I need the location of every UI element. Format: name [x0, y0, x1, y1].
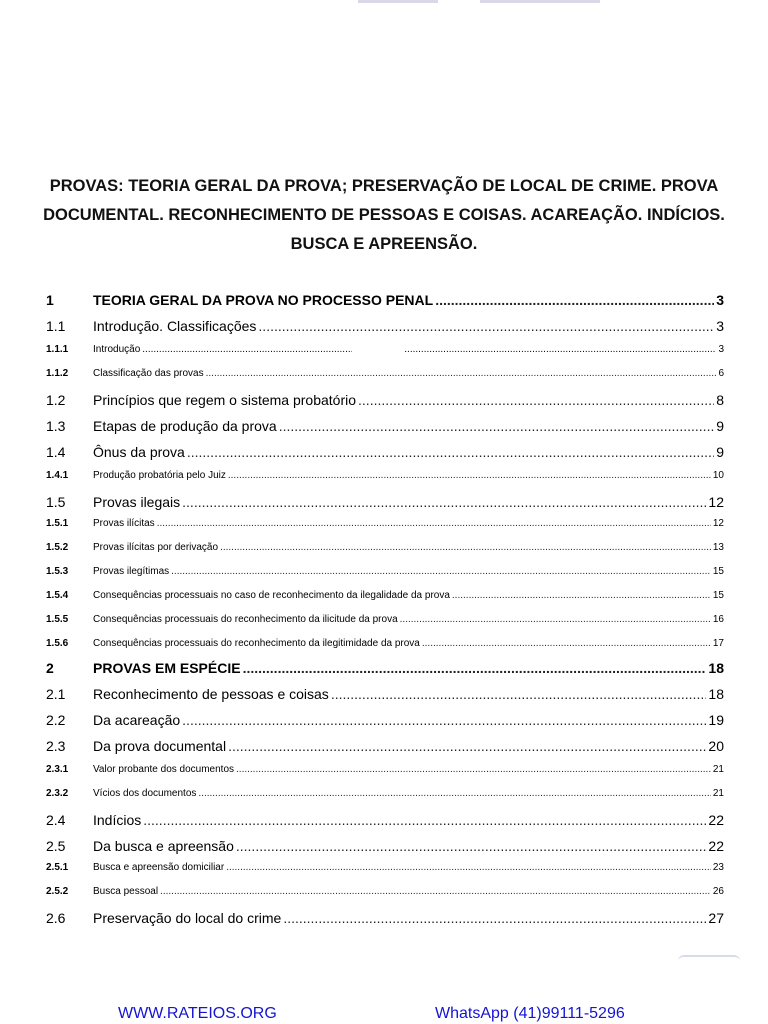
toc-entry-page: 20	[708, 738, 724, 754]
dot-leader	[206, 368, 717, 379]
page-corner-mark	[678, 955, 740, 967]
toc-entry[interactable]	[46, 444, 724, 460]
toc-entry-number: 1.3	[46, 418, 66, 434]
dot-leader	[358, 392, 714, 408]
dot-leader	[228, 738, 706, 754]
toc-entry[interactable]	[46, 788, 724, 799]
toc-entry[interactable]	[46, 344, 724, 355]
toc-entry-number: 1.4	[46, 444, 66, 460]
toc-entry-number: 1.5.6	[46, 638, 69, 649]
toc-entry[interactable]	[46, 838, 724, 854]
toc-entry[interactable]	[46, 542, 724, 553]
dot-leader	[182, 494, 706, 510]
toc-entry-page: 23	[712, 862, 724, 873]
toc-entry[interactable]	[46, 392, 724, 408]
toc-entry-page: 18	[708, 686, 724, 702]
toc-entry-label: Vícios dos documentos	[93, 788, 197, 799]
toc-entry-number: 1.5.2	[46, 542, 69, 553]
toc-entry[interactable]	[46, 494, 724, 510]
toc-entry-label: Provas ilegais	[93, 494, 181, 510]
toc-entry-page: 22	[708, 812, 724, 828]
toc-entry-label: Preservação do local do crime	[93, 910, 282, 926]
toc-entry-number: 1.1.2	[46, 368, 69, 379]
toc-entry-page: 19	[708, 712, 724, 728]
toc-entry-label: Ônus da prova	[93, 444, 185, 460]
toc-entry[interactable]	[46, 518, 724, 529]
toc-entry[interactable]	[46, 614, 724, 625]
toc-entry-label: TEORIA GERAL DA PROVA NO PROCESSO PENAL	[93, 292, 434, 308]
toc-entry[interactable]	[46, 660, 724, 676]
dot-leader	[422, 638, 711, 649]
document-title: PROVAS: TEORIA GERAL DA PROVA; PRESERVAÇÃO DE LOCAL DE CRIME. PROVA DOCUMENTAL. RECONHECIMENTO DE PESSOAS E COISAS. ACAREAÇÃO. INDÍCIOS. BUSCA E APREENSÃO.	[43, 177, 725, 253]
toc-entry-number: 1.5	[46, 494, 66, 510]
toc-entry[interactable]	[46, 318, 724, 334]
dot-leader	[142, 344, 352, 355]
toc-entry-label: PROVAS EM ESPÉCIE	[93, 660, 241, 676]
toc-entry-page: 12	[708, 494, 724, 510]
toc-entry-label: Busca e apreensão domiciliar	[93, 862, 225, 873]
toc-entry-label: Provas ilícitas por derivação	[93, 542, 219, 553]
toc-entry-number: 1.5.5	[46, 614, 69, 625]
toc-entry[interactable]	[46, 418, 724, 434]
dot-leader	[435, 292, 714, 308]
toc-entry[interactable]	[46, 712, 724, 728]
dot-leader	[220, 542, 711, 553]
toc-entry-number: 2.1	[46, 686, 66, 702]
toc-entry[interactable]	[46, 566, 724, 577]
toc-entry-label: Produção probatória pelo Juiz	[93, 470, 226, 481]
toc-entry-page: 3	[716, 318, 724, 334]
toc-entry-number: 2.5	[46, 838, 66, 854]
dot-leader	[182, 712, 706, 728]
toc-entry-page: 13	[712, 542, 724, 553]
toc-entry-label: Introdução. Classificações	[93, 318, 257, 334]
toc-entry[interactable]	[46, 738, 724, 754]
toc-entry-number: 2.4	[46, 812, 66, 828]
toc-entry-page: 22	[708, 838, 724, 854]
toc-entry[interactable]	[46, 470, 724, 481]
toc-entry[interactable]	[46, 686, 724, 702]
toc-entry-number: 1.1	[46, 318, 66, 334]
toc-entry-number: 2	[46, 660, 54, 676]
toc-entry-number: 2.3	[46, 738, 66, 754]
footer-whatsapp: WhatsApp (41)99111-5296	[435, 1005, 625, 1022]
top-edge-mark	[358, 0, 438, 3]
toc-entry-page: 26	[712, 886, 724, 897]
dot-leader	[143, 812, 706, 828]
dot-leader	[283, 910, 706, 926]
toc-entry-page: 17	[712, 638, 724, 649]
toc-entry-page: 15	[712, 590, 724, 601]
toc-entry-label: Valor probante dos documentos	[93, 764, 235, 775]
dot-leader	[452, 590, 711, 601]
dot-leader	[331, 686, 707, 702]
dot-leader	[228, 470, 711, 481]
toc-entry-page: 9	[716, 444, 724, 460]
toc-entry-label: Da acareação	[93, 712, 181, 728]
toc-entry-page: 21	[712, 764, 724, 775]
toc-entry-number: 1	[46, 292, 54, 308]
toc-entry[interactable]	[46, 292, 724, 308]
toc-entry-page: 3	[718, 344, 724, 355]
toc-entry[interactable]	[46, 910, 724, 926]
toc-entry-label: Indícios	[93, 812, 142, 828]
toc-entry-page: 27	[708, 910, 724, 926]
toc-entry-page: 8	[716, 392, 724, 408]
footer-website: WWW.RATEIOS.ORG	[118, 1005, 277, 1022]
dot-leader	[404, 344, 716, 355]
dot-leader	[160, 886, 711, 897]
dot-leader	[400, 614, 711, 625]
dot-leader	[236, 764, 711, 775]
top-edge-mark	[480, 0, 600, 3]
toc-entry-page: 3	[716, 292, 724, 308]
dot-leader	[198, 788, 710, 799]
toc-entry-page: 10	[712, 470, 724, 481]
toc-entry-page: 21	[712, 788, 724, 799]
toc-entry-page: 12	[712, 518, 724, 529]
toc-entry-label: Reconhecimento de pessoas e coisas	[93, 686, 329, 702]
toc-entry[interactable]	[46, 638, 724, 649]
toc-entry-number: 1.5.1	[46, 518, 69, 529]
toc-entry-label: Introdução	[93, 344, 141, 355]
toc-entry-page: 15	[712, 566, 724, 577]
toc-entry[interactable]	[46, 862, 724, 873]
toc-entry-page: 6	[718, 368, 724, 379]
toc-entry-number: 1.5.3	[46, 566, 69, 577]
toc-entry-label: Provas ilegítimas	[93, 566, 170, 577]
toc-entry[interactable]	[46, 764, 724, 775]
dot-leader	[171, 566, 711, 577]
dot-leader	[187, 444, 714, 460]
toc-entry-number: 1.4.1	[46, 470, 69, 481]
toc-entry-number: 2.3.2	[46, 788, 69, 799]
dot-leader	[236, 838, 707, 854]
toc-entry-number: 2.3.1	[46, 764, 69, 775]
toc-entry-label: Consequências processuais do reconhecimento da ilegitimidade da prova	[93, 638, 420, 649]
toc-entry-number: 2.5.2	[46, 886, 69, 897]
toc-entry-page: 18	[708, 660, 724, 676]
toc-entry-number: 1.1.1	[46, 344, 69, 355]
toc-entry-number: 1.5.4	[46, 590, 69, 601]
toc-entry-label: Provas ilícitas	[93, 518, 155, 529]
toc-entry-label: Consequências processuais do reconhecimento da ilicitude da prova	[93, 614, 398, 625]
toc-entry-page: 9	[716, 418, 724, 434]
toc-entry-number: 2.5.1	[46, 862, 69, 873]
toc-entry[interactable]	[46, 886, 724, 897]
toc-entry-label: Da busca e apreensão	[93, 838, 234, 854]
toc-entry-label: Etapas de produção da prova	[93, 418, 277, 434]
dot-leader	[279, 418, 715, 434]
toc-entry[interactable]	[46, 590, 724, 601]
toc-entry-page: 16	[712, 614, 724, 625]
toc-entry-number: 2.2	[46, 712, 66, 728]
dot-leader	[226, 862, 711, 873]
toc-entry[interactable]	[46, 812, 724, 828]
toc-entry-number: 1.2	[46, 392, 66, 408]
toc-entry-label: Consequências processuais no caso de reconhecimento da ilegalidade da prova	[93, 590, 450, 601]
dot-leader	[157, 518, 711, 529]
dot-leader	[258, 318, 714, 334]
toc-entry-number: 2.6	[46, 910, 66, 926]
toc-entry[interactable]	[46, 368, 724, 379]
toc-entry-label: Da prova documental	[93, 738, 227, 754]
toc-entry-label: Princípios que regem o sistema probatório	[93, 392, 357, 408]
toc-entry-label: Classificação das provas	[93, 368, 204, 379]
toc-entry-label: Busca pessoal	[93, 886, 159, 897]
dot-leader	[243, 660, 707, 676]
